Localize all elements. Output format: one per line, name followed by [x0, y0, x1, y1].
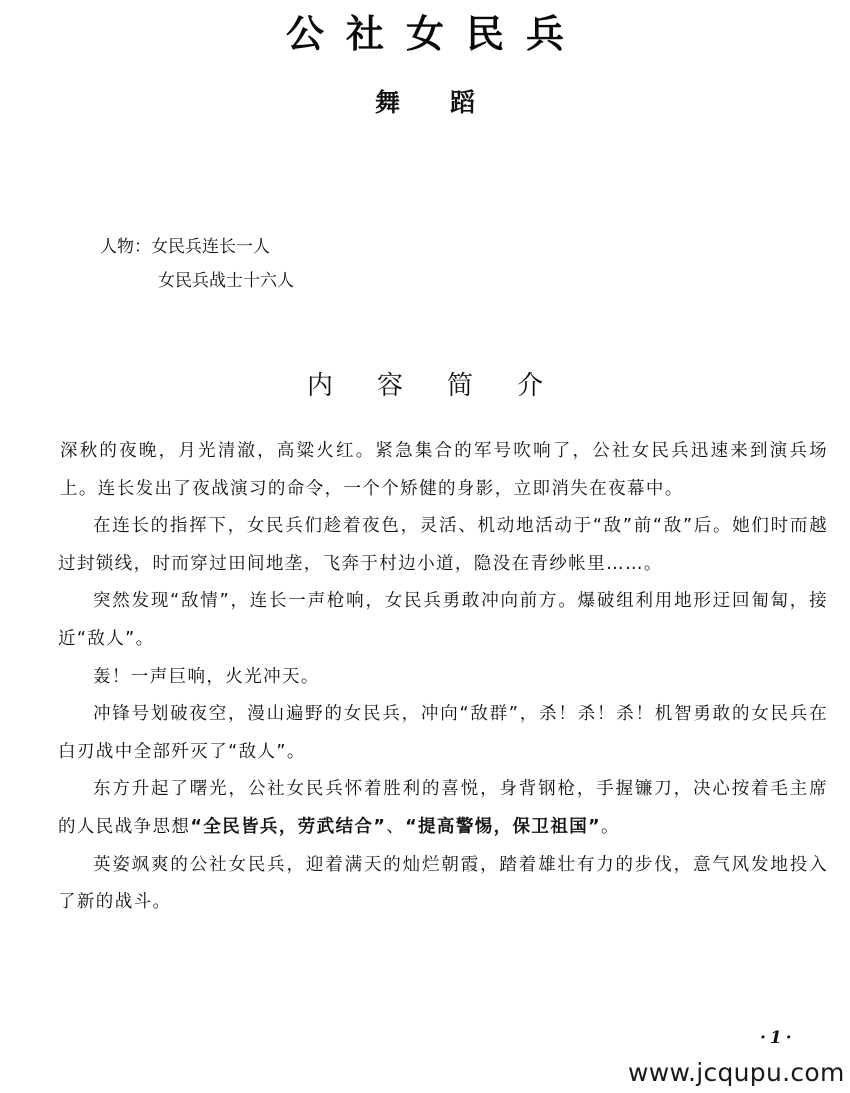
paragraph-text: 东方升起了曙光，公社女民兵怀着胜利的喜悦，身背钢枪，手握镰刀，决心按着毛主席的人民战争思想	[58, 779, 828, 837]
characters-label: 人物：	[100, 237, 151, 257]
paragraph: 冲锋号划破夜空，漫山遍野的女民兵，冲向“敌群”，杀！杀！杀！机智勇敢的女民兵在白刃战中全部歼灭了“敌人”。	[58, 704, 828, 762]
paragraph: 英姿飒爽的公社女民兵，迎着满天的灿烂朝霞，踏着雄壮有力的步伐，意气风发地投入了新的战斗。	[58, 854, 828, 913]
punctuation: 、	[386, 816, 406, 837]
paragraph: 在连长的指挥下，女民兵们趁着夜色，灵活、机动地活动于“敌”前“敌”后。她们时而越过封锁线，时而穿过田间地垄，飞奔于村边小道，隐没在青纱帐里……。	[58, 516, 828, 574]
document-title: 公社女民兵	[285, 12, 586, 56]
paragraph	[58, 771, 828, 846]
watermark: www.jcqupu.com	[628, 1058, 845, 1087]
paragraph: 突然发现“敌情”，连长一声枪响，女民兵勇敢冲向前方。爆破组利用地形迂回匍匐，接近“敌人”。	[58, 591, 828, 649]
characters-list	[100, 230, 294, 298]
character-entry: 女民兵战士十六人	[158, 271, 294, 291]
characters-row	[100, 230, 294, 264]
slogan-quote: “提高警惕，保卫祖国”	[405, 816, 602, 837]
document-subtitle: 舞蹈	[374, 88, 525, 117]
paragraph: 轰！一声巨响，火光冲天。	[93, 666, 320, 687]
punctuation: 。	[601, 816, 620, 837]
section-heading: 内容简介	[306, 371, 587, 401]
synopsis-body	[58, 433, 828, 922]
page-number: ·1·	[760, 1028, 796, 1048]
slogan-quote: “全民皆兵，劳武结合”	[190, 816, 387, 837]
paragraph: 深秋的夜晚，月光清澈，高粱火红。紧急集合的军号吹响了，公社女民兵迅速来到演兵场上。连长发出了夜战演习的命令，一个个矫健的身影，立即消失在夜幕中。	[60, 441, 828, 499]
characters-row	[100, 264, 294, 298]
character-entry: 女民兵连长一人	[151, 237, 270, 257]
